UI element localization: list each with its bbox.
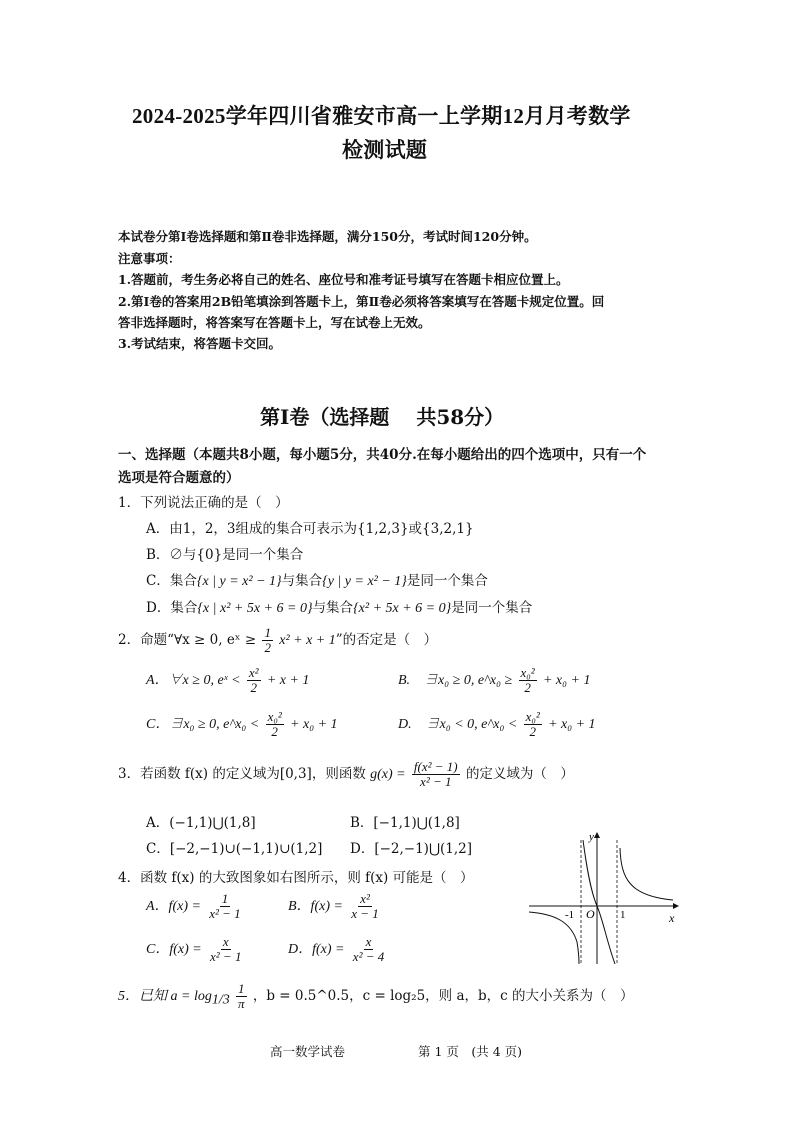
q1-stem: 1．下列说法正确的是（ ） <box>118 495 289 511</box>
q5-log-base: 1/3 <box>211 992 230 1008</box>
q2-a-fraction: $\frac{\text{x²}}{2}$ <box>248 665 259 695</box>
q1-c-post: 是同一个集合 <box>406 573 488 589</box>
q4-option-d: D．f(x) = $\frac{x}{\text{x² − 4}}$ <box>288 934 385 964</box>
q1-c-mid: 与集合 <box>281 573 323 589</box>
note-item-2b: 答非选择题时，将答案写在答题卡上，写在试卷上无效。 <box>118 315 431 330</box>
q5-stem <box>118 982 634 1011</box>
q2-stem-post: ”的否定是（ ） <box>335 632 438 648</box>
q2-d-fraction: $\frac{\text{x₀²}}{2}$ <box>525 709 540 739</box>
q2-stem <box>118 626 437 655</box>
q1-c-set2: {y | y = x² − 1} <box>322 574 407 589</box>
q3-stem-pre: 3．若函数 f(x) 的定义域为[0,3]，则函数 <box>118 766 366 782</box>
q3-option-b: B．[−1,1)⋃(1,8] <box>350 815 460 831</box>
q1-c-set1: {x | y = x² − 1} <box>196 574 282 589</box>
note-item-2a: 2.第Ⅰ卷的答案用2B铅笔填涂到答题卡上，第Ⅱ卷必须将答案填写在答题卡规定位置。回 <box>118 294 605 309</box>
q2-option-d: D. ∃x₀ < 0, e^x₀ < $\frac{\text{x₀²}}{2}$ + x₀ + 1 <box>398 709 596 739</box>
q1-option-b: B．∅与{0}是同一个集合 <box>146 547 304 563</box>
q2-c-fraction: $\frac{\text{x₀²}}{2}$ <box>267 709 282 739</box>
q4-option-b: B．f(x) = $\frac{\text{x²}}{x - 1}$ <box>288 891 379 921</box>
exam-intro: 本试卷分第Ⅰ卷选择题和第Ⅱ卷非选择题，满分150分，考试时间120分钟。 <box>118 229 537 244</box>
tick-label-neg-one: -1 <box>565 909 575 921</box>
q1-option-c <box>146 569 488 590</box>
q2-stem-mid: x² + x + 1 <box>279 633 336 648</box>
q4-c-fraction: $\frac{x}{\text{x² − 1}}$ <box>210 934 242 964</box>
q5-log-fraction: $\frac{1}{\pi}$ <box>238 981 245 1011</box>
part-heading-line2: 选项是符合题意的） <box>118 470 240 486</box>
q4-d-fraction: $\frac{x}{\text{x² − 4}}$ <box>352 934 385 964</box>
part-heading-line1: 一、选择题（本题共8小题，每小题5分，共40分.在每小题给出的四个选项中，只有一个 <box>118 447 647 463</box>
q1-d-post: 是同一个集合 <box>451 600 533 616</box>
q1-d-mid: 与集合 <box>312 600 354 616</box>
footer-page: 第 1 页 (共 4 页) <box>418 1044 523 1059</box>
origin-label: O <box>586 907 595 921</box>
q5-stem-mid: ，b = 0.5^0.5，c = log₂5，则 a，b，c 的大小关系为（ ） <box>252 988 634 1004</box>
q1-option-d <box>146 596 532 617</box>
q3-stem-post: 的定义域为（ ） <box>465 766 574 782</box>
note-item-1: 1.答题前，考生务必将自己的姓名、座位号和准考证号填写在答题卡相应位置上。 <box>118 272 569 287</box>
q3-g-label: g(x) = <box>370 767 406 782</box>
y-axis-arrow <box>594 832 600 838</box>
q4-function-graph <box>525 830 685 968</box>
q2-option-b: B. ∃x₀ ≥ 0, e^x₀ ≥ $\frac{\text{x₀²}}{2}$ + x₀ + 1 <box>398 665 591 695</box>
q3-g-fraction: $\frac{\text{f(x² − 1)}}{\text{x² − 1}}$ <box>413 759 458 789</box>
note-item-3: 3.考试结束，将答题卡交回。 <box>118 336 282 351</box>
q1-d-pre: D．集合 <box>146 600 198 616</box>
notes-heading: 注意事项： <box>118 251 181 266</box>
q4-option-c: C．f(x) = $\frac{x}{\text{x² − 1}}$ <box>146 934 242 964</box>
section-title: 第Ⅰ卷（选择题 共58分） <box>260 405 505 429</box>
q2-stem-pre: 2．命题“∀x ≥ 0, eˣ ≥ <box>118 632 257 648</box>
q2-b-fraction: $\frac{\text{x₀²}}{2}$ <box>520 665 535 695</box>
curve-middle-branch <box>583 840 615 964</box>
q1-c-pre: C．集合 <box>146 573 197 589</box>
q4-stem: 4．函数 f(x) 的大致图象如右图所示，则 f(x) 可能是（ ） <box>118 870 474 886</box>
page-title-line1: 2024-2025学年四川省雅安市高一上学期12月月考数学 <box>132 104 631 128</box>
q3-option-a: A．(−1,1)⋃(1,8] <box>146 815 256 831</box>
tick-label-one: 1 <box>620 909 626 921</box>
q2-option-c: C．∃x₀ ≥ 0, e^x₀ < $\frac{\text{x₀²}}{2}$ + x₀ + 1 <box>146 709 338 739</box>
x-axis-arrow <box>673 903 679 909</box>
q3-option-d: D．[−2,−1)⋃(1,2] <box>350 841 473 857</box>
q1-d-set1: {x | x² + 5x + 6 = 0} <box>197 601 313 616</box>
x-axis-label: x <box>669 911 675 925</box>
q1-d-set2: {x² + 5x + 6 = 0} <box>353 601 452 616</box>
footer-subject: 高一数学试卷 <box>270 1044 346 1059</box>
y-axis-label: y <box>589 831 594 843</box>
page-title-line2: 检测试题 <box>342 138 428 162</box>
curve-right-branch <box>620 848 673 900</box>
q1-option-a: A．由1，2，3组成的集合可表示为{1,2,3}或{3,2,1} <box>146 521 474 537</box>
q2-stem-fraction: $\frac{1}{2}$ <box>264 625 271 655</box>
q4-option-a: A．f(x) = $\frac{1}{\text{x² − 1}}$ <box>146 891 241 921</box>
q4-a-fraction: $\frac{1}{\text{x² − 1}}$ <box>209 891 241 921</box>
q4-b-fraction: $\frac{\text{x²}}{x - 1}$ <box>351 891 379 921</box>
q3-stem <box>118 760 574 789</box>
q3-option-c: C．[−2,−1)∪(−1,1)∪(1,2] <box>146 841 323 857</box>
q2-option-a: A．∀x ≥ 0, eˣ < $\frac{\text{x²}}{2}$ + x + 1 <box>146 665 310 695</box>
q5-stem-pre: 5．已知 a = log <box>118 989 212 1004</box>
